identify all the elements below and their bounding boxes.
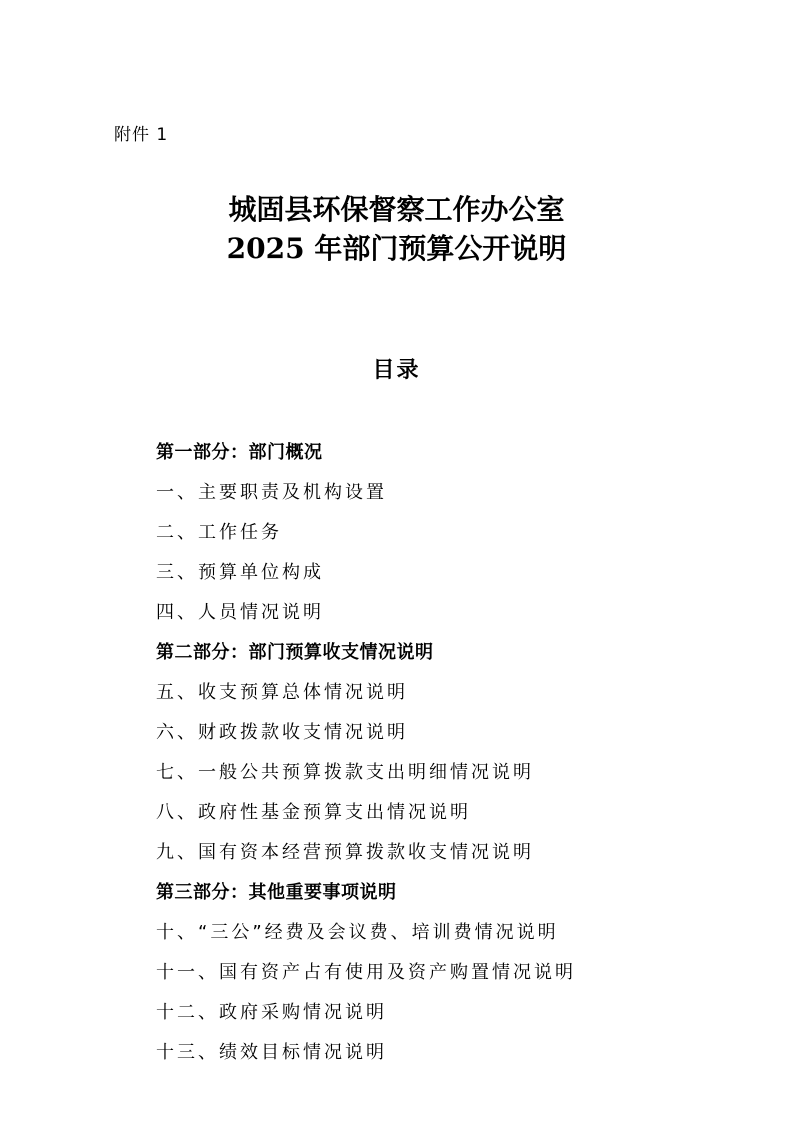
toc-heading: 目录 (372, 358, 421, 383)
toc-part-3: 第三部分：其他重要事项说明 (156, 882, 397, 903)
toc-item: 四、人员情况说明 (156, 602, 324, 623)
toc-item: 三、预算单位构成 (156, 562, 324, 583)
toc-item: 一、主要职责及机构设置 (156, 482, 387, 503)
toc-item: 十、“三公”经费及会议费、培训费情况说明 (156, 922, 559, 943)
toc-item: 十三、绩效目标情况说明 (156, 1042, 387, 1063)
toc-item: 八、政府性基金预算支出情况说明 (156, 802, 471, 823)
toc-item: 十一、国有资产占有使用及资产购置情况说明 (156, 962, 576, 983)
toc-part-2: 第二部分：部门预算收支情况说明 (156, 642, 434, 663)
toc-item: 五、收支预算总体情况说明 (156, 682, 408, 703)
attachment-label: 附件 1 (114, 125, 169, 145)
toc-item: 六、财政拨款收支情况说明 (156, 722, 408, 743)
table-of-contents (156, 433, 576, 1073)
toc-item: 九、国有资本经营预算拨款收支情况说明 (156, 842, 534, 863)
toc-part-1: 第一部分：部门概况 (156, 442, 323, 463)
document-title-line-1: 城固县环保督察工作办公室 (228, 193, 565, 226)
document-title-line-2: 2025 年部门预算公开说明 (226, 232, 567, 265)
toc-item: 二、工作任务 (156, 522, 282, 543)
toc-item: 十二、政府采购情况说明 (156, 1002, 387, 1023)
toc-item: 七、一般公共预算拨款支出明细情况说明 (156, 762, 534, 783)
